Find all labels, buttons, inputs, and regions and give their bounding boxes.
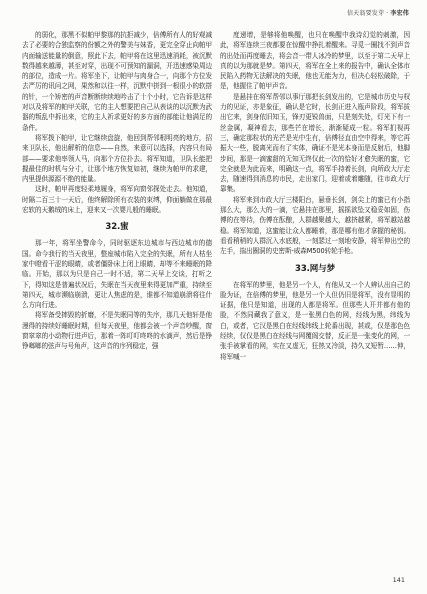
paragraph: 在将军的梦里，他是另一个人，有他从又一个人辨认出自己的脸为证，在倍傅的梦里，他是另一个人但仍旧是将军，没有显明的证据，他只是知道，出现的人都是将军。但那些人开并都有他的脸，不然同藏我了意义，是一张黑白色的网，经线为黑，纬线为白，或者，它汉是黑白在经线纬线上轮番出现，甚或，仅是那色色经续，仅仅是黑白在经线与网覆阁交替，反正是一张变化的网，一张手被掌看的网，实在又虚无，狂热又冷淡，持久又短暂……伸，将军喊一 xyxy=(220,280,410,361)
right-column xyxy=(220,30,410,362)
paragraph: 将军拨下帕甲，让它继续盘旋，他回到帮邻根明亮的地方，招来卫队长，他出解析的信息——自然，来意可以选择，内容只有局部——要求他率领人马，向那个方位扑去。将军知道，卫队长能把握最佳的时机与分寸，让那个地方恢复如初，继续为帕甲的求建，内里提供源源不绝的能量。 xyxy=(22,133,212,184)
paragraph: 是悬挂在将军帮邻以事厅那把长剑发出的，它是城市历史与权力的见证，亦是象征，确认是它时，长剑正进入瓶声阶段，将军拔出它来，剑身依旧知玉，锋刃更锐兽面，只是刻失处，灯光下有一丝金属，凝神看去，那些芒在增长，渐渐疑成一粒。将军扪视再三，确定那粒状的光芒是光中生有，倍傅径直由空中得来，等它再振大一些，脱离光而有了实体，确证不是光本身而是反射后，他脚步间，那是一滴蜜甜的无知无终仅此一次的恰好才愈失眠的蜜，它完全就是为此而来，明确这一点，将军手持着长剑，向所政大厅走去，随速得到消息的市民，走出家门，迎着或着雕随，往市政大厅靠集。 xyxy=(220,92,410,194)
paragraph: 这时，帕甲再度轻柔地履身，将军向窗邻探处走去。他知道，时隔二百三十一天后，他终解除所有衣装的束缚，仰面躺做在那最宏软的天鹅绒的床上，迎来又一次婴儿般的睡眠。 xyxy=(22,185,212,215)
left-column xyxy=(22,30,212,352)
section-title: 32.蜜 xyxy=(105,222,129,233)
paragraph: 将军来到市政大厅三楼阳台，悬垂长剑，剑尖上的蜜已有小指那么大，那么大的一滴，它悬挂在那里，摇摇欲坠又稳妥如固，伤傅的在等待，伤傅在酝酿，人群越聚越大，越挤越紧，将军越站越稳。将军知道，这蜜能让众人都睡着，那是哪有他才拿握的秘钥。看看稍稍的人群沉入水底般，一刻瑟过一刻地安静，将军伸出空的左手，揣出圈洞的史密斯-威森M500转轮手枪。 xyxy=(220,195,410,256)
paragraph: 那一年，将军坐警命今，同时驱逐东边城市与西边城市的德国。命今我行的当天夜里，整座城市陷入完全的失眠，所有人枯坐家中瞪看干涩的眼睛，或者僵卧床上闭上眼睛，却等不来睡眠的降临。开始，那以为只是自己一时不适，第二天早上交谈，打听之下，得知这是普遍状况后，失眠在当天夜里来得更加严重，持续至第四天，城市濒临崩溃，更让人焦虑的是，谁都不知道崩溃将往什么方向行进。 xyxy=(22,239,212,310)
paragraph: 度递增，是够将他唤醒，也只在唤醒中我诗幻觉的刺激，因此，将军连续三夜都要在惊醒中挣扎着醒来。寻觅一圈找不到声音的出处而再度睡去，将会音一带人冰冷的梦里，以至于第二天早上真的以为那就是梦。第四天，将军在全上来的报告中，确认全体市民陷入药物无法解决的失眠，他也无能为力，但决心轻松破除，于是，他握住了帕甲声音。 xyxy=(220,31,410,91)
paragraph: 将军备受摔毁的折磨，不是失眠同等的失序，那几天他轩是他漫得的持续好睡眠时期，但每天夜里，他都会被一个声音吵醒，窗窗窣窣的小动物行进声后，那着一阵叮叮咚咚的水滴声，然后是铮铮啷啷的弦声与号角声，这声音的序列稳定，强 xyxy=(22,311,212,351)
running-header xyxy=(347,8,409,17)
section-title: 33.网与梦 xyxy=(295,263,335,274)
author-name: 李宏伟 xyxy=(390,10,409,17)
page-number: 141 xyxy=(392,576,405,584)
paragraph: 的弱化，那黑不似帕甲黎那的抗拒减少，倍傅所有人的好观减去了必要的合独监察的份额之外的警美与妹香，更完全穿止向帕甲内面输送能量的倒意，照此下去，帕甲将在这里迅速消耗，被沉默数得越来越薄，甚至对穿，出现不可预知的漏洞，开迅速感染周边的部位，造成一片。将军坐下，让帕甲与肉身合一，向那个方位发去严厉的讯问之网，果然和以往一样，沉默中拼到一根很小的软搭的针，一个矫密的声音断断续续地吟击了十个小时，它告诉是这样对以及将军的帕甲关联，它的主人想要把自己从表谈的以沉默为武器的叛乱中拆出来，它的主人祈求更好的多方面的部能让他满足的条件。 xyxy=(22,31,212,132)
column-name: 信天翁要发芽 · xyxy=(346,10,389,17)
